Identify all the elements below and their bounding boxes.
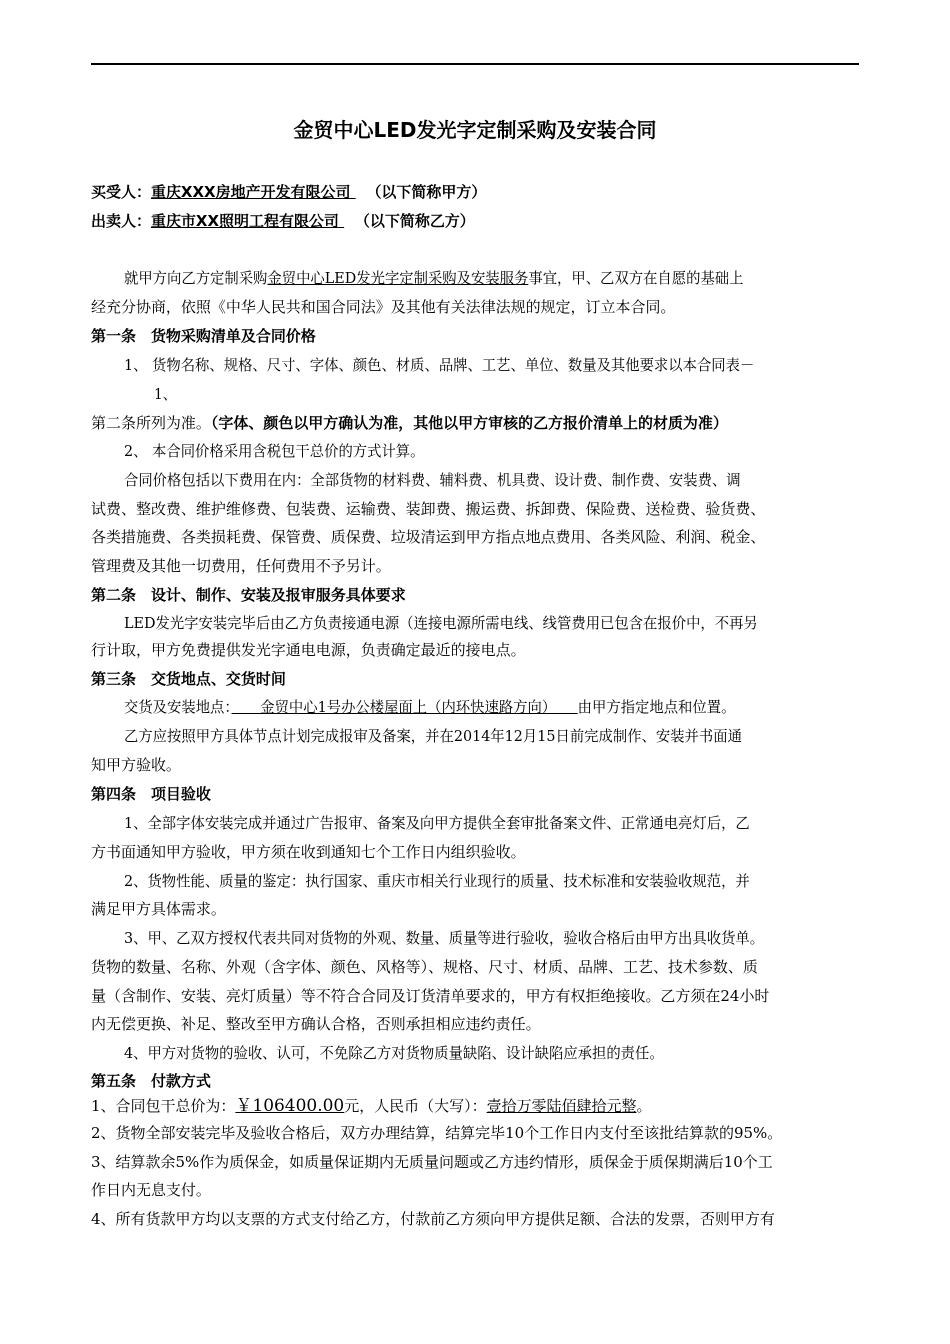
art1-p3-line-4: 管理费及其他一切费用，任何费用不予另计。 (91, 557, 391, 575)
art5-p3-line-1: 3、结算款余5%作为质保金，如质量保证期内无质量问题或乙方违约情形，质保金于质保期满后10个工 (91, 1153, 773, 1171)
seller-name: 重庆市XX照明工程有限公司 (150, 212, 339, 230)
art1-p1-line-2: 1、 (154, 385, 177, 403)
art5-p2: 2、货物全部安装完毕及验收合格后，双方办理结算，结算完毕10个工作日内支付至该批结算款的95%。 (91, 1124, 783, 1142)
art2-line-1: LED发光字安装完毕后由乙方负责接通电源（连接电源所需电线、线管费用已包含在报价中，不再另 (124, 614, 758, 632)
buyer-line: 买受人：重庆XXX房地产开发有限公司 （以下简称甲方） (91, 183, 487, 201)
art1-p1-line-1: 1、 货物名称、规格、尺寸、字体、颜色、材质、品牌、工艺、单位、数量及其他要求以本合同表－ (124, 356, 755, 374)
art4-p3-line-1: 3、甲、乙双方授权代表共同对货物的外观、数量、质量等进行验收，验收合格后由甲方出具收货单。 (124, 929, 765, 947)
art1-p3-line-1: 合同价格包括以下费用在内：全部货物的材料费、辅料费、机具费、设计费、制作费、安装费、调 (124, 471, 741, 489)
intro-line-2: 经充分协商，依照《中华人民共和国合同法》及其他有关法律法规的规定，订立本合同。 (91, 298, 676, 316)
article-1-heading: 第一条 货物采购清单及合同价格 (91, 327, 316, 345)
art4-p2-line-2: 满足甲方具体需求。 (91, 900, 226, 918)
art5-p4: 4、所有货款甲方均以支票的方式支付给乙方，付款前乙方须向甲方提供足额、合法的发票，否则甲方有 (91, 1210, 775, 1228)
art1-p3-line-3: 各类措施费、各类损耗费、保管费、质保费、垃圾清运到甲方指点地点费用、各类风险、利润、税金、 (91, 528, 766, 546)
intro-line-1: 就甲方向乙方定制采购金贸中心LED发光字定制采购及安装服务事宜，甲、乙双方在自愿的基础上 (124, 269, 744, 287)
art4-p3-line-4: 内无偿更换、补足、整改至甲方确认合格，否则承担相应违约责任。 (91, 1015, 541, 1033)
art3-line-1: 交货及安装地点： 金贸中心1号办公楼屋面上（内环快速路方向） 由甲方指定地点和位置。 (124, 698, 736, 716)
article-4-heading: 第四条 项目验收 (91, 785, 211, 803)
art1-p3-line-2: 试费、整改费、维护维修费、包装费、运输费、装卸费、搬运费、拆卸费、保险费、送检费、验货费、 (91, 500, 766, 518)
art5-p1: 1、合同包干总价为：￥106400.00元，人民币（大写）：壹拾万零陆佰肆拾元整。 (91, 1096, 652, 1116)
article-2-heading: 第二条 设计、制作、安装及报审服务具体要求 (91, 586, 406, 604)
art4-p1-line-1: 1、全部字体安装完成并通过广告报审、备案及向甲方提供全套审批备案文件、正常通电亮灯后，乙 (124, 814, 750, 832)
art1-p1-line-3: 第二条所列为准。（字体、颜色以甲方确认为准，其他以甲方审核的乙方报价清单上的材质为准） (91, 414, 728, 432)
art2-line-2: 行计取，甲方免费提供发光字通电电源，负责确定最近的接电点。 (91, 641, 526, 659)
article-3-heading: 第三条 交货地点、交货时间 (91, 670, 286, 688)
art3-line-3: 知甲方验收。 (91, 756, 181, 774)
buyer-name: 重庆XXX房地产开发有限公司 (150, 183, 351, 201)
art3-line-2: 乙方应按照甲方具体节点计划完成报审及备案，并在2014年12月15日前完成制作、安装并书面通 (124, 727, 742, 745)
art4-p3-line-3: 量（含制作、安装、亮灯质量）等不符合合同及订货清单要求的，甲方有权拒绝接收。乙方须在24小时 (91, 987, 770, 1005)
art4-p1-line-2: 方书面通知甲方验收，甲方须在收到通知七个工作日内组织验收。 (91, 843, 526, 861)
price-in-words: 壹拾万零陆佰肆拾元整 (486, 1097, 637, 1115)
seller-line: 出卖人：重庆市XX照明工程有限公司 （以下简称乙方） (91, 212, 475, 230)
art4-p3-line-2: 货物的数量、名称、外观（含字体、颜色、风格等）、规格、尺寸、材质、品牌、工艺、技术参数、质 (91, 958, 758, 976)
document-title: 金贸中心LED发光字定制采购及安装合同 (293, 118, 657, 142)
header-rule (91, 63, 859, 65)
art4-p2-line-1: 2、货物性能、质量的鉴定：执行国家、重庆市相关行业现行的质量、技术标准和安装验收规范，并 (124, 872, 750, 890)
contract-price: ￥106400.00 (235, 1096, 345, 1116)
art4-p4: 4、甲方对货物的验收、认可，不免除乙方对货物质量缺陷、设计缺陷应承担的责任。 (124, 1044, 664, 1062)
art1-p2: 2、 本合同价格采用含税包干总价的方式计算。 (124, 442, 425, 460)
art5-p3-line-2: 作日内无息支付。 (91, 1181, 211, 1199)
article-5-heading: 第五条 付款方式 (91, 1072, 211, 1090)
